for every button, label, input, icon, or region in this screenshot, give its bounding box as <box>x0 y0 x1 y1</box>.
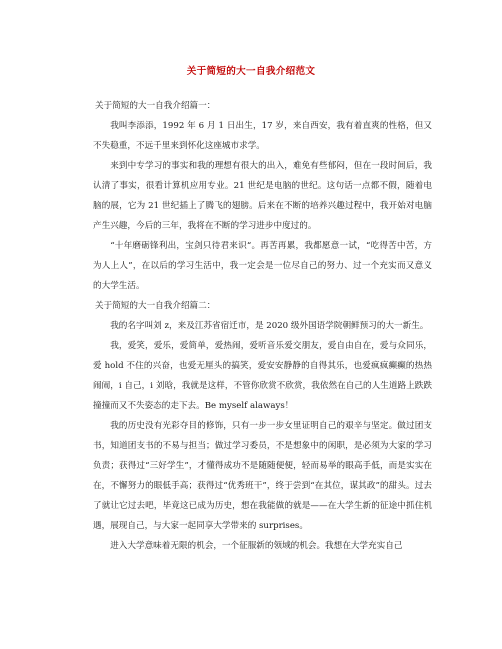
paragraph: 来到中专学习的事实和我的理想有很大的出入，难免有些郁闷，但在一段时间后，我认清了事实，很看计算机应用专业。21 世纪是电脑的世纪。这句话一点都不假，随着电脑的展，它为 21 世纪插上了腾飞的翅膀。后来在不断的培养兴趣过程中，我开始对电脑产生兴趣，今后的三年，我将在不断的学习进步中度过的。 <box>93 161 432 231</box>
paragraph: 我的名字叫刘 z，来及江苏省宿迁市，是 2020 级外国语学院朝鲜预习的大一新生。 <box>110 321 429 331</box>
document-title: 关于简短的大一自我介绍范文 <box>186 66 316 77</box>
paragraph: 我的历史没有光彩夺目的修饰，只有一步一步女里证明自己的艰辛与坚定。做过团支书，知道团支书的不易与担当；做过学习委员，不是想象中的闲职，是必须为大家的学习负责；获得过“三好学生”，才懂得成功不是随随便便，轻而易举的眼高手低，而是实实在在，不懈努力的眼低手高；获得过“优秀班干”，终于尝到“在其位，谋其政”的甜头。过去了就让它过去吧，毕竟这已成为历史，想在我能做的就是——在大学生新的征途中抓住机遇，展现自己，与大家一起同享大学带来的 surprises。 <box>93 421 432 531</box>
paragraph: 我，爱笑，爱乐，爱简单，爱热闹，爱听音乐爱交朋友，爱自由自在，爱与众同乐，爱 hold 不住的兴奋，也爱无厘头的搞笑，爱安安静静的自得其乐，也爱疯疯癫癫的热热闹闹，i 自己，i 刘晗，我就是这样，不管你欣赏不欣赏，我依然在自己的人生道路上跌跌撞撞而又不失姿态的走下去。Be myself alaways！ <box>93 341 432 411</box>
paragraph: 我叫李添添，1992 年 6 月 1 日出生，17 岁，来自西安，我有着直爽的性格，但又不失稳重，不远千里来到怀化这座城市求学。 <box>93 121 432 151</box>
paragraph: “十年磨砺锋利出，宝剑只待君来识“。再苦再累，我都愿意一试，“吃得苦中苦，方为人上人”，在以后的学习生活中，我一定会是一位尽自己的努力、过一个充实而又意义的大学生活。 <box>93 241 432 291</box>
document-body <box>93 96 432 556</box>
section-heading: 关于简短的大一自我介绍篇一： <box>95 101 216 111</box>
section-heading: 关于简短的大一自我介绍篇二： <box>95 301 216 311</box>
paragraph: 进入大学意味着无限的机会，一个征服新的领域的机会。我想在大学充实自己 <box>110 541 403 551</box>
